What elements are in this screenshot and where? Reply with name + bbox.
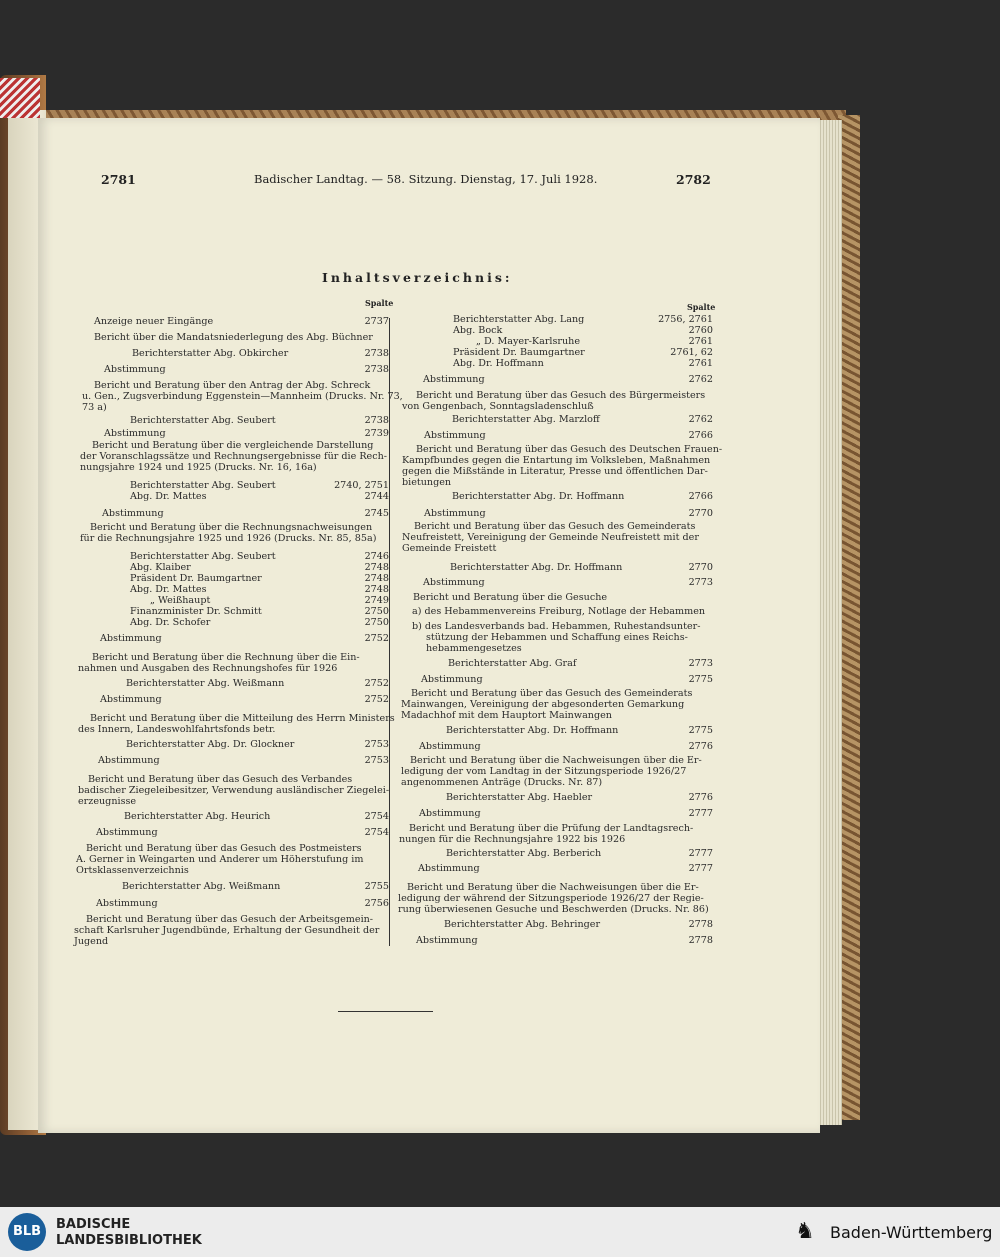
left-entry-text: 73 a): [82, 402, 107, 413]
right-entry-text: Mainwangen, Vereinigung der abgesonderten Gemarkung: [401, 699, 685, 710]
left-entry-column-ref: 2756: [364, 898, 389, 909]
right-entry-text: nungen für die Rechnungsjahre 1922 bis 1926: [399, 834, 626, 845]
right-entry-column-ref: 2777: [688, 863, 713, 874]
right-page-number: 2782: [676, 172, 711, 187]
right-entry-column-ref: 2778: [688, 935, 713, 946]
right-entry-text: Abg. Dr. Hoffmann: [453, 358, 544, 369]
right-entry-text: Abg. Bock: [453, 325, 503, 336]
left-entry-text: Anzeige neuer Eingänge: [94, 316, 214, 327]
left-entry-text: Bericht und Beratung über die Rechnung über die Ein-: [92, 652, 360, 663]
right-entry-column-ref: 2761: [688, 358, 713, 369]
left-entry-column-ref: 2745: [364, 508, 389, 519]
lion-crest-icon[interactable]: ♞: [795, 1219, 815, 1244]
left-entry-text: Bericht und Beratung über die Mitteilung des Herrn Ministers: [90, 713, 395, 724]
right-entry-text: Präsident Dr. Baumgartner: [453, 347, 585, 358]
left-entry-text: Abg. Dr. Mattes: [130, 584, 207, 595]
right-entry-text: rung überwiesenen Gesuche und Beschwerden (Drucks. Nr. 86): [398, 904, 709, 915]
right-entry-column-ref: 2761: [688, 336, 713, 347]
right-entry-text: b) des Landesverbands bad. Hebammen, Ruhestandsunter-: [412, 621, 701, 632]
right-entry-text: Abstimmung: [416, 935, 478, 946]
right-entry-text: Bericht und Beratung über die Nachweisungen über die Er-: [407, 882, 699, 893]
right-entry-text: ledigung der vom Landtag in der Sitzungsperiode 1926/27: [401, 766, 687, 777]
right-entry-text: Abstimmung: [421, 674, 483, 685]
left-entry-column-ref: 2739: [364, 428, 389, 439]
right-entry-column-ref: 2766: [688, 491, 713, 502]
end-rule: [338, 1011, 433, 1012]
right-entry-column-ref: 2770: [688, 508, 713, 519]
toc-title: Inhaltsverzeichnis:: [322, 270, 513, 285]
right-entry-column-ref: 2761, 62: [670, 347, 713, 358]
left-entry-text: Abstimmung: [102, 508, 164, 519]
left-entry-text: nungsjahre 1924 und 1925 (Drucks. Nr. 16, 16a): [80, 462, 317, 473]
left-entry-text: Bericht und Beratung über das Gesuch des Verbandes: [88, 774, 353, 785]
right-entry-text: Bericht und Beratung über die Gesuche: [413, 592, 608, 603]
right-entry-text: hebammengesetzes: [426, 643, 522, 654]
left-entry-text: Berichterstatter Abg. Seubert: [130, 415, 276, 426]
left-entry-text: der Voranschlagssätze und Rechnungsergebnisse für die Rech-: [80, 451, 388, 462]
right-entry-column-ref: 2756, 2761: [658, 314, 713, 325]
left-entry-text: des Innern, Landeswohlfahrtsfonds betr.: [78, 724, 276, 735]
right-spalte-label: Spalte: [687, 302, 716, 312]
right-entry-column-ref: 2770: [688, 562, 713, 573]
column-divider: [389, 318, 390, 946]
right-entry-text: „ D. Mayer-Karlsruhe: [476, 336, 581, 347]
left-entry-column-ref: 2752: [364, 678, 389, 689]
right-entry-column-ref: 2760: [688, 325, 713, 336]
right-entry-text: Berichterstatter Abg. Lang: [453, 314, 585, 325]
right-entry-text: Berichterstatter Abg. Behringer: [444, 919, 601, 930]
left-entry-text: Bericht und Beratung über das Gesuch des Postmeisters: [86, 843, 362, 854]
left-entry-column-ref: 2744: [364, 491, 389, 502]
left-entry-text: Abstimmung: [96, 898, 158, 909]
left-entry-text: Berichterstatter Abg. Weißmann: [122, 881, 281, 892]
left-entry-column-ref: 2738: [364, 364, 389, 375]
blb-line1: BADISCHE: [56, 1217, 131, 1232]
right-entry-column-ref: 2762: [688, 414, 713, 425]
left-entry-column-ref: 2752: [364, 694, 389, 705]
left-entry-column-ref: 2750: [364, 617, 389, 628]
right-entry-column-ref: 2766: [688, 430, 713, 441]
left-entry-text: Abstimmung: [96, 827, 158, 838]
left-entry-text: Abg. Dr. Schofer: [130, 617, 211, 628]
blb-line2: LANDESBIBLIOTHEK: [56, 1233, 202, 1248]
left-entry-column-ref: 2752: [364, 633, 389, 644]
right-entry-text: Bericht und Beratung über das Gesuch des Deutschen Frauen-: [416, 444, 723, 455]
left-entry-text: Abg. Klaiber: [130, 562, 191, 573]
left-entry-column-ref: 2746: [364, 551, 389, 562]
right-entry-text: Abstimmung: [419, 741, 481, 752]
running-header: Badischer Landtag. — 58. Sitzung. Dienstag, 17. Juli 1928.: [254, 172, 598, 186]
left-entry-text: A. Gerner in Weingarten und Anderer um Höherstufung im: [76, 854, 364, 865]
left-entry-text: Abg. Dr. Mattes: [130, 491, 207, 502]
left-entry-column-ref: 2748: [364, 573, 389, 584]
right-entry-text: Gemeinde Freistett: [402, 543, 497, 554]
right-entry-text: Neufreistett, Vereinigung der Gemeinde Neufreistett mit der: [402, 532, 699, 543]
bookmark-ribbon: [0, 78, 40, 118]
left-spalte-label: Spalte: [365, 298, 394, 308]
left-entry-text: Jugend: [74, 936, 109, 947]
left-entry-text: Berichterstatter Abg. Seubert: [130, 480, 276, 491]
left-entry-column-ref: 2753: [364, 739, 389, 750]
left-entry-text: „ Weißhaupt: [150, 595, 211, 606]
right-entry-text: Abstimmung: [418, 863, 480, 874]
left-entry-text: badischer Ziegeleibesitzer, Verwendung ausländischer Ziegelei-: [78, 785, 390, 796]
left-entry-column-ref: 2754: [364, 811, 389, 822]
left-entry-text: Präsident Dr. Baumgartner: [130, 573, 262, 584]
right-entry-column-ref: 2777: [688, 808, 713, 819]
right-entry-text: angenommenen Anträge (Drucks. Nr. 87): [401, 777, 603, 788]
left-entry-text: für die Rechnungsjahre 1925 und 1926 (Drucks. Nr. 85, 85a): [80, 533, 377, 544]
right-entry-column-ref: 2762: [688, 374, 713, 385]
right-entry-column-ref: 2776: [688, 741, 713, 752]
left-entry-column-ref: 2753: [364, 755, 389, 766]
left-entry-text: schaft Karlsruher Jugendbünde, Erhaltung der Gesundheit der: [74, 925, 380, 936]
right-entry-text: Bericht und Beratung über die Prüfung der Landtagsrech-: [409, 823, 694, 834]
right-entry-text: Berichterstatter Abg. Dr. Hoffmann: [452, 491, 625, 502]
blb-logo[interactable]: BLB: [8, 1213, 46, 1251]
right-entry-text: Abstimmung: [423, 577, 485, 588]
right-entry-text: a) des Hebammenvereins Freiburg, Notlage der Hebammen: [412, 606, 706, 617]
right-entry-text: Berichterstatter Abg. Graf: [448, 658, 577, 669]
right-entry-text: Kampfbundes gegen die Entartung im Volksleben, Maßnahmen: [402, 455, 711, 466]
right-entry-column-ref: 2775: [688, 674, 713, 685]
left-entry-text: Ortsklassenverzeichnis: [76, 865, 189, 876]
left-entry-text: Bericht und Beratung über die Rechnungsnachweisungen: [90, 522, 373, 533]
left-entry-column-ref: 2737: [364, 316, 389, 327]
left-entry-text: Abstimmung: [98, 755, 160, 766]
left-entry-text: Abstimmung: [100, 694, 162, 705]
right-entry-text: Berichterstatter Abg. Dr. Hoffmann: [450, 562, 623, 573]
right-entry-text: Berichterstatter Abg. Haebler: [446, 792, 593, 803]
right-entry-text: Abstimmung: [424, 508, 486, 519]
right-entry-column-ref: 2775: [688, 725, 713, 736]
left-entry-text: Bericht und Beratung über die vergleichende Darstellung: [92, 440, 374, 451]
left-entry-text: u. Gen., Zugsverbindung Eggenstein—Mannheim (Drucks. Nr. 73,: [82, 391, 403, 402]
blb-name[interactable]: [56, 1217, 202, 1249]
right-entry-text: Bericht und Beratung über das Gesuch des Gemeinderats: [411, 688, 693, 699]
left-entry-text: Bericht und Beratung über den Antrag der Abg. Schreck: [94, 380, 371, 391]
left-entry-column-ref: 2750: [364, 606, 389, 617]
left-entry-text: Berichterstatter Abg. Seubert: [130, 551, 276, 562]
right-entry-text: gegen die Mißstände in Literatur, Presse und öffentlichen Dar-: [402, 466, 708, 477]
left-entry-text: nahmen und Ausgaben des Rechnungshofes für 1926: [78, 663, 338, 674]
right-entry-text: Bericht und Beratung über die Nachweisungen über die Er-: [410, 755, 702, 766]
footer-bar: [0, 1207, 1000, 1257]
left-entry-text: Berichterstatter Abg. Weißmann: [126, 678, 285, 689]
left-entry-text: Berichterstatter Abg. Obkircher: [132, 348, 289, 359]
right-entry-text: Berichterstatter Abg. Berberich: [446, 848, 602, 859]
bw-name[interactable]: Baden-Württemberg: [830, 1223, 993, 1242]
left-entry-text: Finanzminister Dr. Schmitt: [130, 606, 262, 617]
right-entry-column-ref: 2777: [688, 848, 713, 859]
right-entry-text: Bericht und Beratung über das Gesuch des Gemeinderats: [414, 521, 696, 532]
left-entry-column-ref: 2748: [364, 584, 389, 595]
left-entry-column-ref: 2754: [364, 827, 389, 838]
left-entry-text: Abstimmung: [104, 364, 166, 375]
right-entry-column-ref: 2773: [688, 577, 713, 588]
right-entry-text: Bericht und Beratung über das Gesuch des Bürgermeisters: [416, 390, 706, 401]
left-entry-column-ref: 2738: [364, 415, 389, 426]
right-entry-text: Berichterstatter Abg. Marzloff: [452, 414, 600, 425]
left-entry-column-ref: 2755: [364, 881, 389, 892]
right-entry-text: stützung der Hebammen und Schaffung eines Reichs-: [426, 632, 688, 643]
left-entry-text: erzeugnisse: [78, 796, 137, 807]
right-entry-text: Abstimmung: [423, 374, 485, 385]
right-entry-column-ref: 2776: [688, 792, 713, 803]
left-entry-text: Abstimmung: [100, 633, 162, 644]
left-entry-text: Bericht und Beratung über das Gesuch der Arbeitsgemein-: [86, 914, 374, 925]
left-entry-text: Berichterstatter Abg. Dr. Glockner: [126, 739, 295, 750]
right-entry-text: bietungen: [402, 477, 452, 488]
right-entry-column-ref: 2778: [688, 919, 713, 930]
left-entry-column-ref: 2738: [364, 348, 389, 359]
left-entry-text: Berichterstatter Abg. Heurich: [124, 811, 271, 822]
right-entry-text: von Gengenbach, Sonntagsladenschluß: [402, 401, 594, 412]
right-entry-column-ref: 2773: [688, 658, 713, 669]
left-entry-column-ref: 2748: [364, 562, 389, 573]
right-entry-text: Madachhof mit dem Hauptort Mainwangen: [401, 710, 612, 721]
left-entry-text: Abstimmung: [104, 428, 166, 439]
right-entry-text: Berichterstatter Abg. Dr. Hoffmann: [446, 725, 619, 736]
left-entry-column-ref: 2740, 2751: [334, 480, 389, 491]
right-entry-text: Abstimmung: [424, 430, 486, 441]
left-page-number: 2781: [101, 172, 136, 187]
left-entry-column-ref: 2749: [364, 595, 389, 606]
right-entry-text: Abstimmung: [419, 808, 481, 819]
left-entry-text: Bericht über die Mandatsniederlegung des Abg. Büchner: [94, 332, 373, 343]
right-entry-text: ledigung der während der Sitzungsperiode 1926/27 der Regie-: [398, 893, 704, 904]
